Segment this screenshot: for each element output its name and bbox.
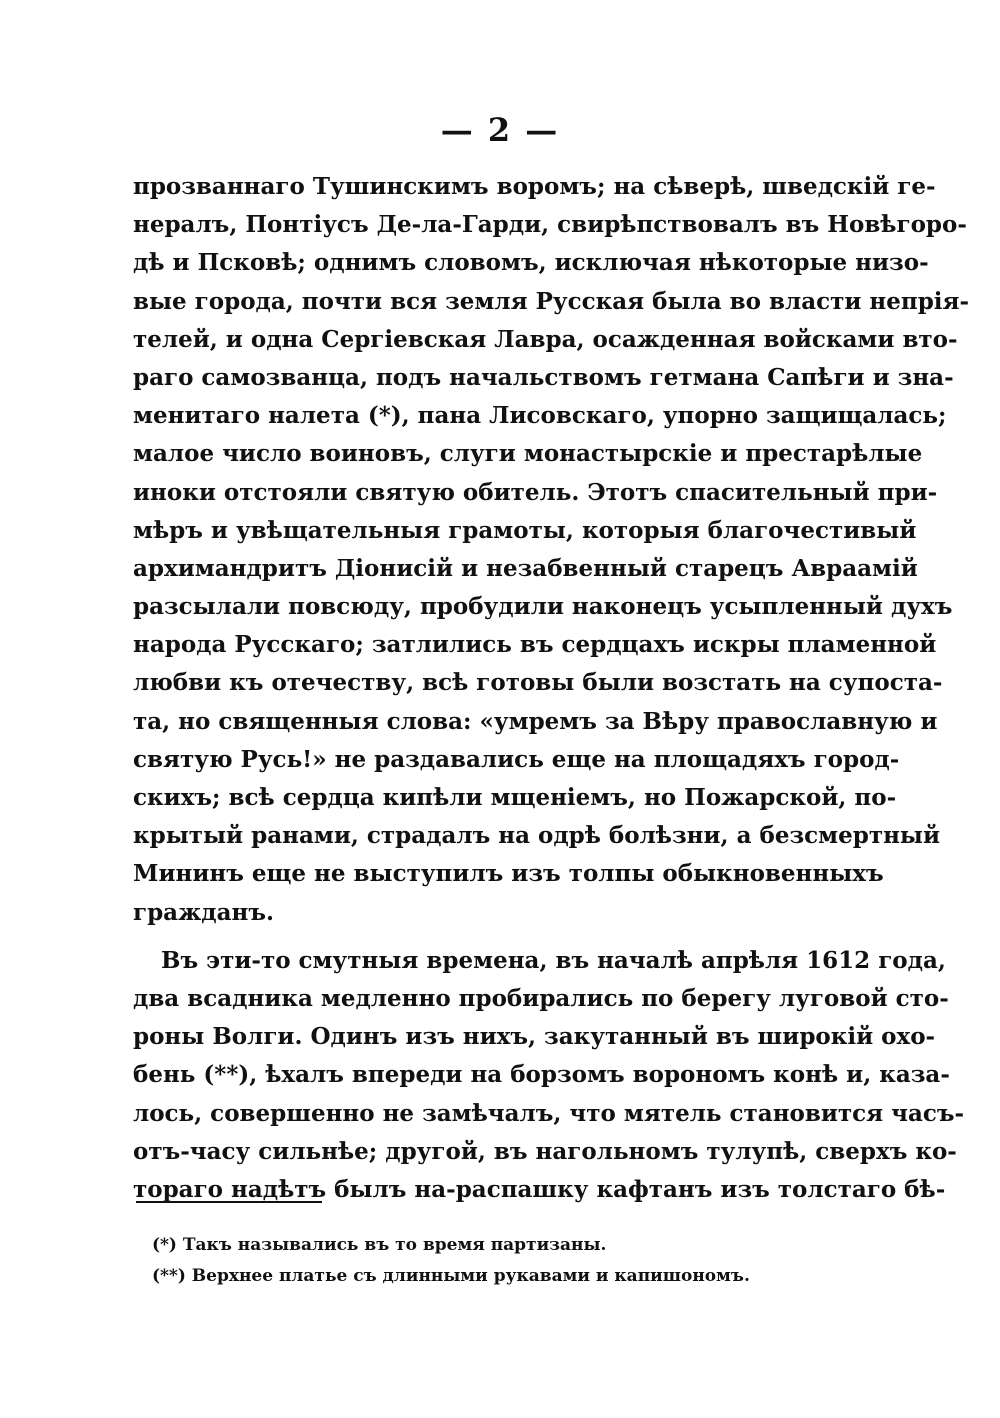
text-line: иноки отстояли святую обитель. Этотъ спасительный при- — [133, 478, 938, 506]
text-line: народа Русскаго; затлились въ сердцахъ искры пламенной — [133, 631, 937, 659]
text-line: мѣръ и увѣщательныя грамоты, которыя благочестивый — [133, 516, 917, 544]
paragraph-gap — [133, 932, 835, 942]
text-line: отъ-часу сильнѣе; другой, въ нагольномъ тулупѣ, сверхъ ко- — [133, 1137, 957, 1165]
text-line: нералъ, Понтіусъ Де-ла-Гарди, свирѣпствовалъ въ Новѣгоро- — [133, 211, 967, 239]
text-line: святую Русь!» не раздавались еще на площадяхъ город- — [133, 745, 900, 773]
main-text — [133, 168, 970, 1209]
text-line: Мининъ еще не выступилъ изъ толпы обыкновенныхъ — [133, 860, 884, 888]
text-line: гражданъ. — [133, 898, 275, 926]
text-line: тораго надѣтъ былъ на-распашку кафтанъ изъ толстаго бѣ- — [133, 1175, 946, 1203]
text-line: прозваннаго Тушинскимъ воромъ; на сѣверѣ, шведскій ге- — [133, 173, 936, 200]
text-line: крытый ранами, страдалъ на одрѣ болѣзни, а безсмертный — [133, 822, 941, 850]
footnote: (*) Такъ назывались въ то время партизаны. — [152, 1235, 607, 1255]
text-line: любви къ отечеству, всѣ готовы были возстать на супоста- — [133, 669, 943, 697]
text-line: архимандритъ Діонисій и незабвенный старецъ Авраамій — [133, 554, 918, 582]
text-line: разсылали повсюду, пробудили наконецъ усыпленный духъ — [133, 593, 953, 621]
text-line: менитаго налета (*), пана Лисовскаго, упорно защищалась; — [133, 402, 947, 430]
text-line: Въ эти-то смутныя времена, въ началѣ апрѣля 1612 года, — [161, 946, 946, 974]
text-line: скихъ; всѣ сердца кипѣли мщеніемъ, но Пожарской, по- — [133, 784, 897, 811]
footnote: (**) Верхнее платье съ длинными рукавами и капишономъ. — [152, 1266, 750, 1286]
text-line: вые города, почти вся земля Русская была во власти непрія- — [133, 287, 970, 315]
text-line: дѣ и Псковѣ; однимъ словомъ, исключая нѣкоторые низо- — [133, 249, 929, 277]
text-line: роны Волги. Одинъ изъ нихъ, закутанный въ широкій охо- — [133, 1023, 936, 1051]
text-line: та, но священныя слова: «умремъ за Вѣру православную и — [133, 707, 938, 735]
footnote-divider — [136, 1201, 322, 1203]
text-line: раго самозванца, подъ начальствомъ гетмана Сапѣги и зна- — [133, 363, 954, 391]
text-line: лось, совершенно не замѣчалъ, что мятель становится часъ- — [133, 1099, 965, 1127]
text-line: телей, и одна Сергіевская Лавра, осажденная войсками вто- — [133, 325, 958, 353]
text-line: малое число воиновъ, слуги монастырскіе и престарѣлые — [133, 440, 923, 468]
text-line: два всадника медленно пробирались по берегу луговой сто- — [133, 984, 949, 1012]
text-line: бень (**), ѣхалъ впереди на борзомъ ворономъ конѣ и, каза- — [133, 1061, 950, 1089]
footnotes — [152, 1230, 852, 1292]
page-number: — 2 — — [440, 111, 560, 149]
